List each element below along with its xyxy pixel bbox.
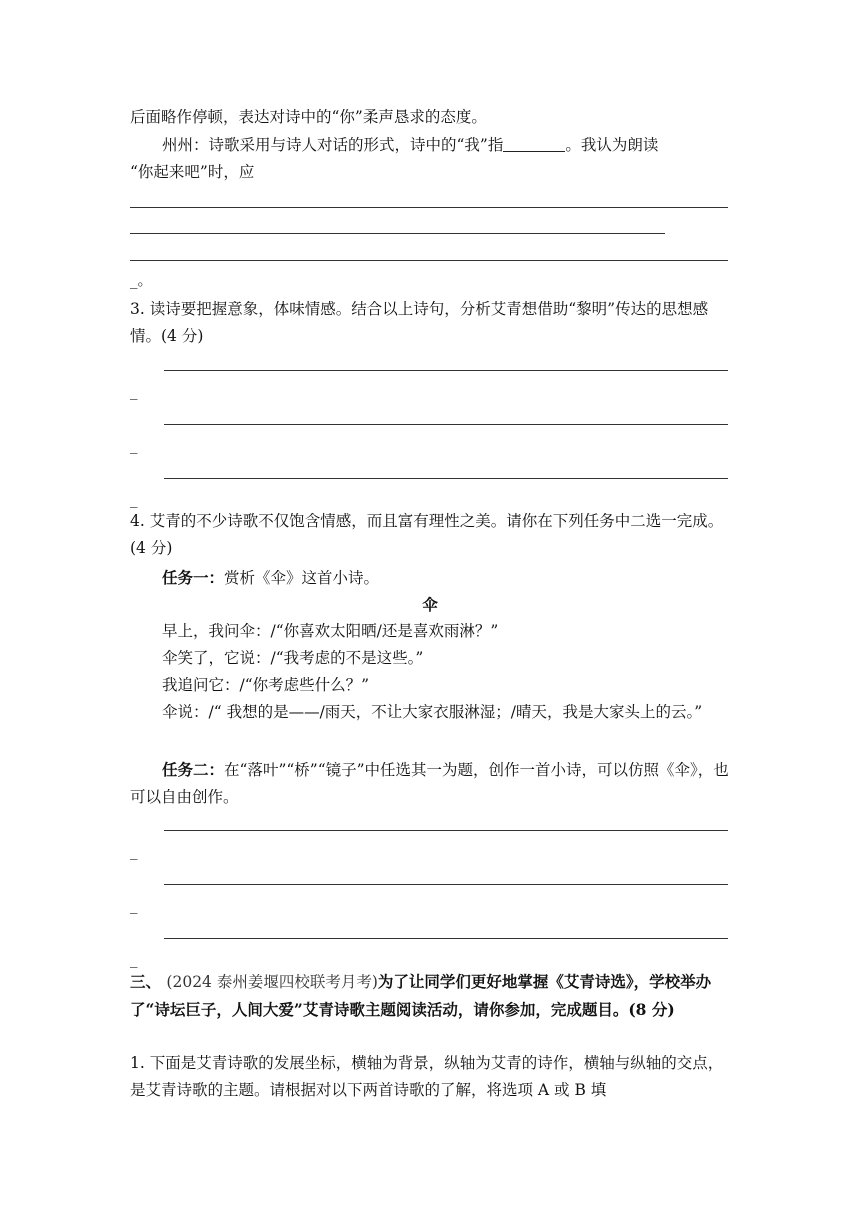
question-3: 3. 读诗要把握意象，体味情感。结合以上诗句，分析艾青想借助“黎明”传达的思想感情。(4 分) — [130, 300, 709, 345]
line-1: 后面略作停顿，表达对诗中的“你”柔声恳求的态度。 — [130, 108, 487, 126]
task-1 — [130, 564, 730, 592]
answer-line[interactable] — [164, 424, 728, 425]
section-3-source: (2024 泰州姜堰四校联考月考) — [166, 973, 378, 991]
answer-line[interactable] — [164, 478, 728, 479]
answer-underscore: _ — [130, 490, 138, 508]
task-1-label: 任务一： — [162, 568, 225, 587]
poem-title: 伞 — [422, 595, 438, 614]
task-1-text: 赏析《伞》这首小诗。 — [224, 569, 380, 587]
task-2-text: 在“落叶”“桥”“镜子”中任选其一为题，创作一首小诗，可以仿照《伞》，也可以自由创作。 — [130, 761, 729, 806]
task-2-label: 任务二： — [162, 760, 225, 779]
poem-line: 伞笑了，它说：/“我考虑的不是这些。” — [162, 649, 424, 667]
answer-underscore: _ — [130, 382, 138, 400]
answer-end-mark: _。 — [130, 271, 153, 289]
line-2 — [130, 132, 730, 159]
answer-underscore: _ — [130, 896, 138, 914]
fill-blank[interactable] — [503, 137, 565, 152]
task-2 — [130, 756, 730, 811]
answer-line[interactable] — [130, 233, 665, 234]
answer-line[interactable] — [164, 830, 728, 831]
answer-line[interactable] — [164, 884, 728, 885]
answer-line[interactable] — [130, 260, 728, 261]
answer-line[interactable] — [130, 207, 728, 208]
line-2-tail: 。我认为朗读 — [565, 136, 659, 154]
question-1: 1. 下面是艾青诗歌的发展坐标，横轴为背景，纵轴为艾青的诗作，横轴与纵轴的交点，是艾青诗歌的主题。请根据对以下两首诗歌的了解，将选项 A 或 B 填 — [130, 1054, 724, 1099]
line-2-text: 州州：诗歌采用与诗人对话的形式，诗中的“我”指 — [162, 136, 504, 154]
poem-line: 早上，我问伞：/“你喜欢太阳晒/还是喜欢雨淋？” — [162, 622, 499, 640]
section-3-label: 三、 — [130, 972, 162, 991]
answer-line[interactable] — [164, 938, 728, 939]
question-4: 4. 艾青的不少诗歌不仅饱含情感，而且富有理性之美。请你在下列任务中二选一完成。(4 分) — [130, 512, 724, 557]
section-3 — [130, 968, 730, 1023]
poem-line: 我追问它：/“你考虑些什么？” — [162, 676, 370, 694]
answer-underscore: _ — [130, 842, 138, 860]
section-3-text: 为了让同学们更好地掌握《艾青诗选》，学校举办了“诗坛巨子，人间大爱”艾青诗歌主题阅读活动，请你参加，完成题目。(8 分) — [130, 972, 712, 1019]
answer-underscore: _ — [130, 436, 138, 454]
answer-underscore: _ — [130, 950, 138, 968]
answer-line[interactable] — [164, 370, 728, 371]
line-3: “你起来吧”时，应 — [130, 163, 255, 181]
poem-line: 伞说：/“ 我想的是——/雨天，不让大家衣服淋湿；/晴天，我是大家头上的云。” — [162, 703, 703, 721]
